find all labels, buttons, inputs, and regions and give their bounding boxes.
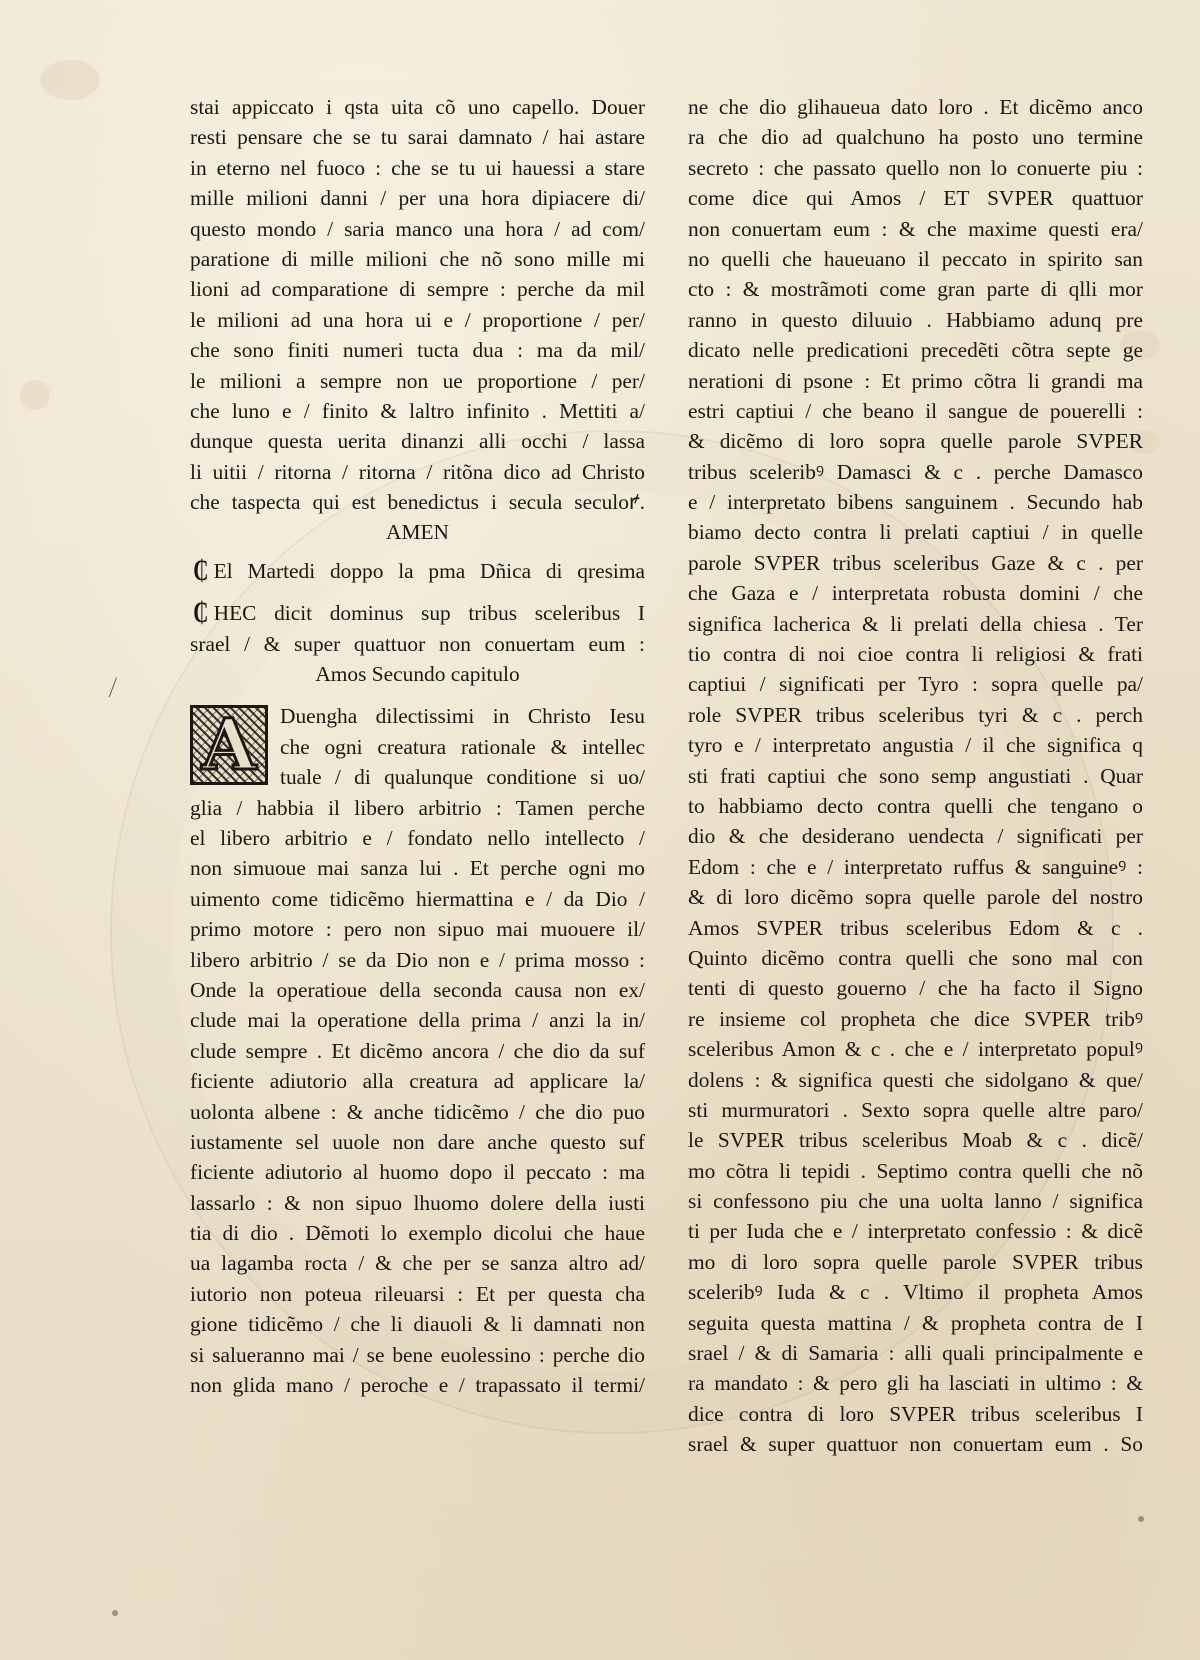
text-line: tio contra di noi cioe contra li religiosi & frati — [688, 642, 1143, 667]
text-line: Amos Secundo capitulo — [315, 662, 520, 687]
text-line — [190, 598, 645, 628]
decorated-initial-letter — [190, 705, 268, 785]
text-line: in eterno nel fuoco : che se tu ui hauessi a stare — [190, 155, 645, 180]
text-line: ne che dio glihaueua dato loro . Et dicẽmo anco — [688, 95, 1143, 119]
text-line: seguita questa mattina / & propheta contra de I — [688, 1310, 1143, 1335]
text-line: nerationi di psone : Et primo cõtra li grandi ma — [688, 368, 1143, 393]
text-line: dunque questa uerita dinanzi alli occhi / lassa — [190, 429, 645, 454]
text-line: tyro e / interpretato angustia / il che significa q — [688, 733, 1143, 758]
text-line: non simuoue mai sanza lui . Et perche ogni mo — [190, 856, 645, 881]
text-line: no quelli che haueuano il peccato in spirito san — [688, 246, 1143, 271]
text-line: el libero arbitrio e / fondato nello intellecto / — [190, 825, 645, 850]
text-line: lassarlo : & non sipuo lhuomo dolere della iusti — [190, 1190, 645, 1215]
paper-stain — [40, 60, 100, 100]
amen-line: AMEN — [386, 520, 449, 545]
text-line: clude sempre . Et dicẽmo ancora / che dio da suf — [190, 1038, 645, 1063]
sermon-heading-text: El Martedi doppo la pma Dñica di qresima — [213, 558, 645, 583]
text-line: che sono finiti numeri tucta dua : ma da mil/ — [190, 338, 645, 363]
text-line: ficiente adiutorio alla creatura ad applicare la/ — [190, 1069, 645, 1094]
text-line: significa lacherica & li prelati della chiesa . Ter — [688, 611, 1143, 636]
text-line-content: HEC dicit dominus sup tribus sceleribus I — [213, 601, 645, 626]
text-line: secreto : che passato quello non lo conuerte piu : — [688, 155, 1143, 180]
text-line: si salueranno mai / se bene euolessino : perche dio — [190, 1342, 645, 1367]
text-line: ti per Iuda che e / interpretato confessio : & dicẽ — [688, 1219, 1143, 1244]
left-column-body-text — [190, 793, 645, 1401]
text-line: Amos SVPER tribus sceleribus Edom & c . — [688, 915, 1143, 940]
text-line: dice contra di loro SVPER tribus sceleribus I — [688, 1401, 1143, 1426]
text-line: ficiente adiutorio al huomo dopo il peccato : ma — [190, 1160, 645, 1185]
text-line: mo di loro sopra quelle parole SVPER tribus — [688, 1249, 1143, 1274]
text-line: srael / & super quattuor non conuertam eum : — [190, 631, 645, 656]
text-line: parole SVPER tribus sceleribus Gaze & c . per — [688, 550, 1143, 575]
text-line: stai appiccato i qsta uita cõ uno capello. Douer — [190, 95, 645, 119]
text-line: sceleribus Amon & c . che e / interpretato populꝰ — [688, 1037, 1143, 1062]
text-line: uolonta albene : & anche tidicẽmo / che dio puo — [190, 1099, 645, 1124]
text-line: tribus sceleribꝰ Damasci & c . perche Damasco — [688, 459, 1143, 484]
text-line: tuale / di qualunque conditione si uo/ — [280, 765, 645, 790]
text-line: mo cõtra li tepidi . Septimo contra quelli che nõ — [688, 1158, 1143, 1183]
text-line: biamo decto contra li prelati captiui / in quelle — [688, 520, 1143, 545]
text-line: re insieme col propheta che dice SVPER tribꝰ — [688, 1006, 1143, 1031]
text-line: lioni ad comparatione di sempre : perche da mil — [190, 277, 645, 302]
text-line: non conuertam eum : & che maxime questi era/ — [688, 216, 1143, 241]
paper-speck — [1138, 1516, 1144, 1522]
left-column — [190, 92, 645, 1400]
text-line: cto : & mostrãmoti come gran parte di qlli mor — [688, 277, 1143, 302]
text-line: tenti di questo gouerno / che ha facto il Signo — [688, 976, 1143, 1001]
illuminated-initial-block — [190, 701, 645, 792]
text-line: ra che dio ad qualchuno ha posto uno termine — [688, 125, 1143, 150]
text-line: dio & che desiderano uendecta / significati per — [688, 824, 1143, 849]
text-line: Duengha dilectissimi in Christo Iesu — [280, 704, 645, 729]
paragraph-mark-icon: ₵ — [193, 598, 209, 629]
text-line: paratione di mille milioni che nõ sono mille mi — [190, 246, 645, 271]
text-line: libero arbitrio / se da Dio non e / prima mosso : — [190, 947, 645, 972]
text-line: le milioni ad una hora ui e / proportione / per/ — [190, 307, 645, 332]
text-line: uimento come tidicẽmo hiermattina e / da Dio / — [190, 886, 645, 911]
text-line: sti frati captiui che sono semp angustiati . Quar — [688, 763, 1143, 788]
text-line: resti pensare che se tu sarai damnato / hai astare — [190, 125, 645, 150]
text-line: sceleribꝰ Iuda & c . Vltimo il propheta Amos — [688, 1280, 1143, 1305]
paragraph-mark-icon: ₵ — [193, 555, 209, 587]
text-line: sti murmuratori . Sexto sopra quelle altre paro/ — [688, 1097, 1143, 1122]
text-line: le milioni a sempre non ue proportione / per/ — [190, 368, 645, 393]
text-line: iutorio non poteua rileuarsi : Et per questa cha — [190, 1281, 645, 1306]
text-line: si confessono piu che una uolta lanno / significa — [688, 1189, 1143, 1214]
paper-speck — [112, 1610, 118, 1616]
text-line: ra mandato : & pero gli ha lasciati in ultimo : & — [688, 1371, 1143, 1396]
text-line: li uitii / ritorna / ritorna / ritõna dico ad Christo — [190, 459, 645, 484]
text-line: che ogni creatura rationale & intellec — [280, 734, 645, 759]
text-line: che luno e / finito & laltro infinito . Mettiti a/ — [190, 398, 645, 423]
text-line: Edom : che e / interpretato ruffus & sanguineꝰ : — [688, 854, 1143, 879]
sermon-heading — [190, 556, 645, 586]
text-line: dolens : & significa questi che sidolgano & que/ — [688, 1067, 1143, 1092]
text-line: Onde la operatioue della seconda causa non ex/ — [190, 977, 645, 1002]
left-column-top-text — [190, 92, 645, 517]
text-line: che Gaza e / interpretata robusta domini / che — [688, 581, 1143, 606]
text-line: role SVPER tribus sceleribus tyri & c . perch — [688, 702, 1143, 727]
text-line: srael / & di Samaria : alli quali principalmente e — [688, 1341, 1143, 1366]
text-line: non glida mano / peroche e / trapassato il termi/ — [190, 1373, 645, 1398]
text-line: che taspecta qui est benedictus i secula seculoꝵ. — [190, 490, 645, 515]
text-line: le SVPER tribus sceleribus Moab & c . dicẽ/ — [688, 1128, 1143, 1153]
text-line: srael & super quattuor non conuertam eum . So — [688, 1432, 1143, 1457]
text-line: iustamente sel uuole non dare anche questo suf — [190, 1129, 645, 1154]
text-line: gione tidicẽmo / che li diauoli & li damnati non — [190, 1312, 645, 1337]
text-line: captiui / significati per Tyro : sopra quelle pa/ — [688, 672, 1143, 697]
text-line: questo mondo / saria manco una hora / ad com/ — [190, 216, 645, 241]
right-column-text — [688, 92, 1143, 1460]
text-line: ranno in questo diluuio . Habbiamo adunq pre — [688, 307, 1143, 332]
paper-stain — [20, 380, 50, 410]
text-line: estri captiui / che beano il sangue de pouerelli : — [688, 398, 1143, 423]
text-line: dicato nelle predicationi precedẽti cõtra septe ge — [688, 338, 1143, 363]
text-line: primo motore : pero non sipuo mai muouere il/ — [190, 917, 645, 942]
marginal-pen-mark: ⁄ — [107, 672, 119, 702]
text-line: Quinto dicẽmo contra quelli che sono mal con — [688, 945, 1143, 970]
text-line: to habbiamo decto contra quelli che tengano o — [688, 793, 1143, 818]
text-line: ua lagamba rocta / & che per se sanza altro ad/ — [190, 1251, 645, 1276]
text-line: & dicẽmo di loro sopra quelle parole SVPER — [688, 429, 1143, 454]
text-line: glia / habbia il libero arbitrio : Tamen perche — [190, 795, 645, 820]
right-column — [688, 92, 1143, 1460]
text-line: mille milioni danni / per una hora dipiacere di/ — [190, 186, 645, 211]
scripture-quote — [190, 598, 645, 689]
text-line: clude mai la operatione della prima / anzi la in/ — [190, 1008, 645, 1033]
initial-letter-glyph: A — [201, 703, 257, 787]
text-line: e / interpretato bibens sanguinem . Secundo hab — [688, 490, 1143, 515]
text-line: & di loro dicẽmo sopra quelle parole del nostro — [688, 885, 1143, 910]
text-line: come dice qui Amos / ET SVPER quattuor — [688, 186, 1143, 211]
text-line: tia di dio . Dẽmoti lo exemplo dicolui che haue — [190, 1221, 645, 1246]
